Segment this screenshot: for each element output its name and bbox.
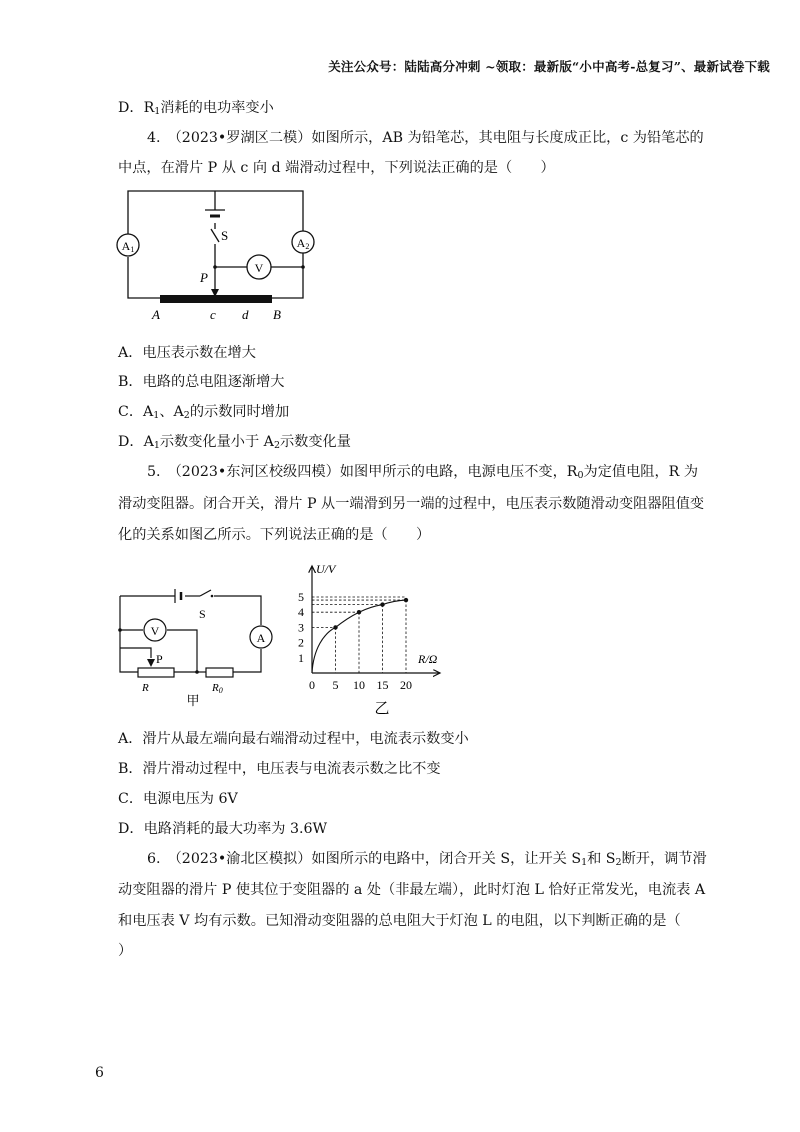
end-b-label: B (273, 307, 281, 322)
q5-option-c: C．电源电压为 6V (118, 791, 238, 807)
ammeter-a1-label: A1 (121, 239, 135, 254)
y-axis-label: U/V (316, 562, 336, 576)
point-c-label: c (210, 307, 216, 322)
x-tick-label-5: 5 (332, 678, 339, 692)
q5-option-b: B．滑片滑动过程中，电压表与电流表示数之比不变 (118, 761, 441, 777)
y-tick-label-4: 4 (298, 605, 304, 620)
q5-stem-line3: 化的关系如图乙所示。下列说法正确的是（ ） (118, 527, 431, 543)
page-number: 6 (95, 1065, 104, 1081)
point-d-label: d (242, 307, 249, 322)
jia-voltmeter-label: V (150, 624, 160, 638)
q6-stem-line4: ） (118, 943, 133, 959)
voltmeter-label: V (254, 261, 264, 275)
q6-stem-line1: 6. （2023•渝北区模拟）如图所示的电路中，闭合开关 S，让开关 $S_1$和 $S_2$断开，调节滑 (147, 851, 707, 868)
switch-s-label: S (221, 228, 229, 243)
q4-circuit-figure (110, 185, 325, 325)
q6-stem-line2: 动变阻器的滑片 P 使其位于变阻器的 a 处（非最左端），此时灯泡 L 恰好正常发光，电流表 A (118, 882, 706, 898)
q4-option-a: A．电压表示数在增大 (118, 345, 256, 361)
end-a-label: A (152, 307, 160, 322)
q4-stem-line1: 4. （2023•罗湖区二模）如图所示，AB 为铅笔芯，其电阻与长度成正比，c 为铅笔芯的 (147, 130, 704, 146)
data-point-15 (380, 602, 384, 606)
y-tick-label-1: 1 (298, 650, 304, 665)
jia-switch-label: S (199, 607, 206, 621)
y-tick-label-3: 3 (298, 620, 304, 635)
jia-r0-label: R0 (212, 682, 223, 695)
jia-slider-label: P (156, 652, 163, 666)
q4-option-d: D．$A_1$示数变化量小于 $A_2$示数变化量 (118, 434, 351, 451)
x-tick-label-15: 15 (376, 678, 389, 692)
jia-caption: 甲 (186, 693, 200, 708)
data-point-20 (404, 598, 408, 602)
q5-circuit-jia (108, 580, 278, 710)
page-header: 关注公众号：陆陆高分冲刺 ~领取：最新版“小中高考-总复习”、最新试卷下载 (328, 59, 770, 74)
q5-option-d: D．电路消耗的最大功率为 3.6W (118, 821, 328, 837)
jia-r-label: R (142, 682, 149, 694)
x-tick-label-10: 10 (353, 678, 365, 692)
q5-graph-yi (290, 560, 460, 720)
q5-option-a: A．滑片从最左端向最右端滑动过程中，电流表示数变小 (118, 731, 469, 747)
q4-option-c: C．$A_1$、$A_2$的示数同时增加 (118, 404, 290, 421)
slider-p-label: P (200, 270, 208, 285)
q6-stem-line3: 和电压表 V 均有示数。已知滑动变阻器的总电阻大于灯泡 L 的电阻，以下判断正确的是（ (118, 913, 681, 929)
x-axis-label: R/Ω (418, 652, 438, 666)
data-point-10 (357, 610, 361, 614)
ammeter-a2-label: A2 (296, 236, 310, 251)
pencil-lead-AB (160, 295, 272, 303)
q5-stem-line2: 滑动变阻器。闭合开关，滑片 P 从一端滑到另一端的过程中，电压表示数随滑动变阻器阻值变 (118, 496, 705, 512)
q4-option-b: B．电路的总电阻逐渐增大 (118, 374, 285, 390)
q5-stem-line1: 5. （2023•东河区校级四模）如图甲所示的电路，电源电压不变，$R_0$为定值电阻，R 为 (147, 464, 699, 481)
q4-stem-line2: 中点，在滑片 P 从 c 向 d 端滑动过程中，下列说法正确的是（ ） (118, 160, 555, 176)
data-point-5 (333, 625, 337, 629)
x-tick-label-20: 20 (400, 678, 412, 692)
jia-ammeter-label: A (256, 631, 266, 645)
yi-caption: 乙 (374, 701, 390, 717)
y-tick-label-2: 2 (298, 635, 304, 650)
y-tick-label-5: 5 (298, 590, 304, 604)
prev-option-d: D．$R_1$消耗的电功率变小 (118, 100, 274, 117)
x-tick-label-0: 0 (309, 678, 315, 692)
